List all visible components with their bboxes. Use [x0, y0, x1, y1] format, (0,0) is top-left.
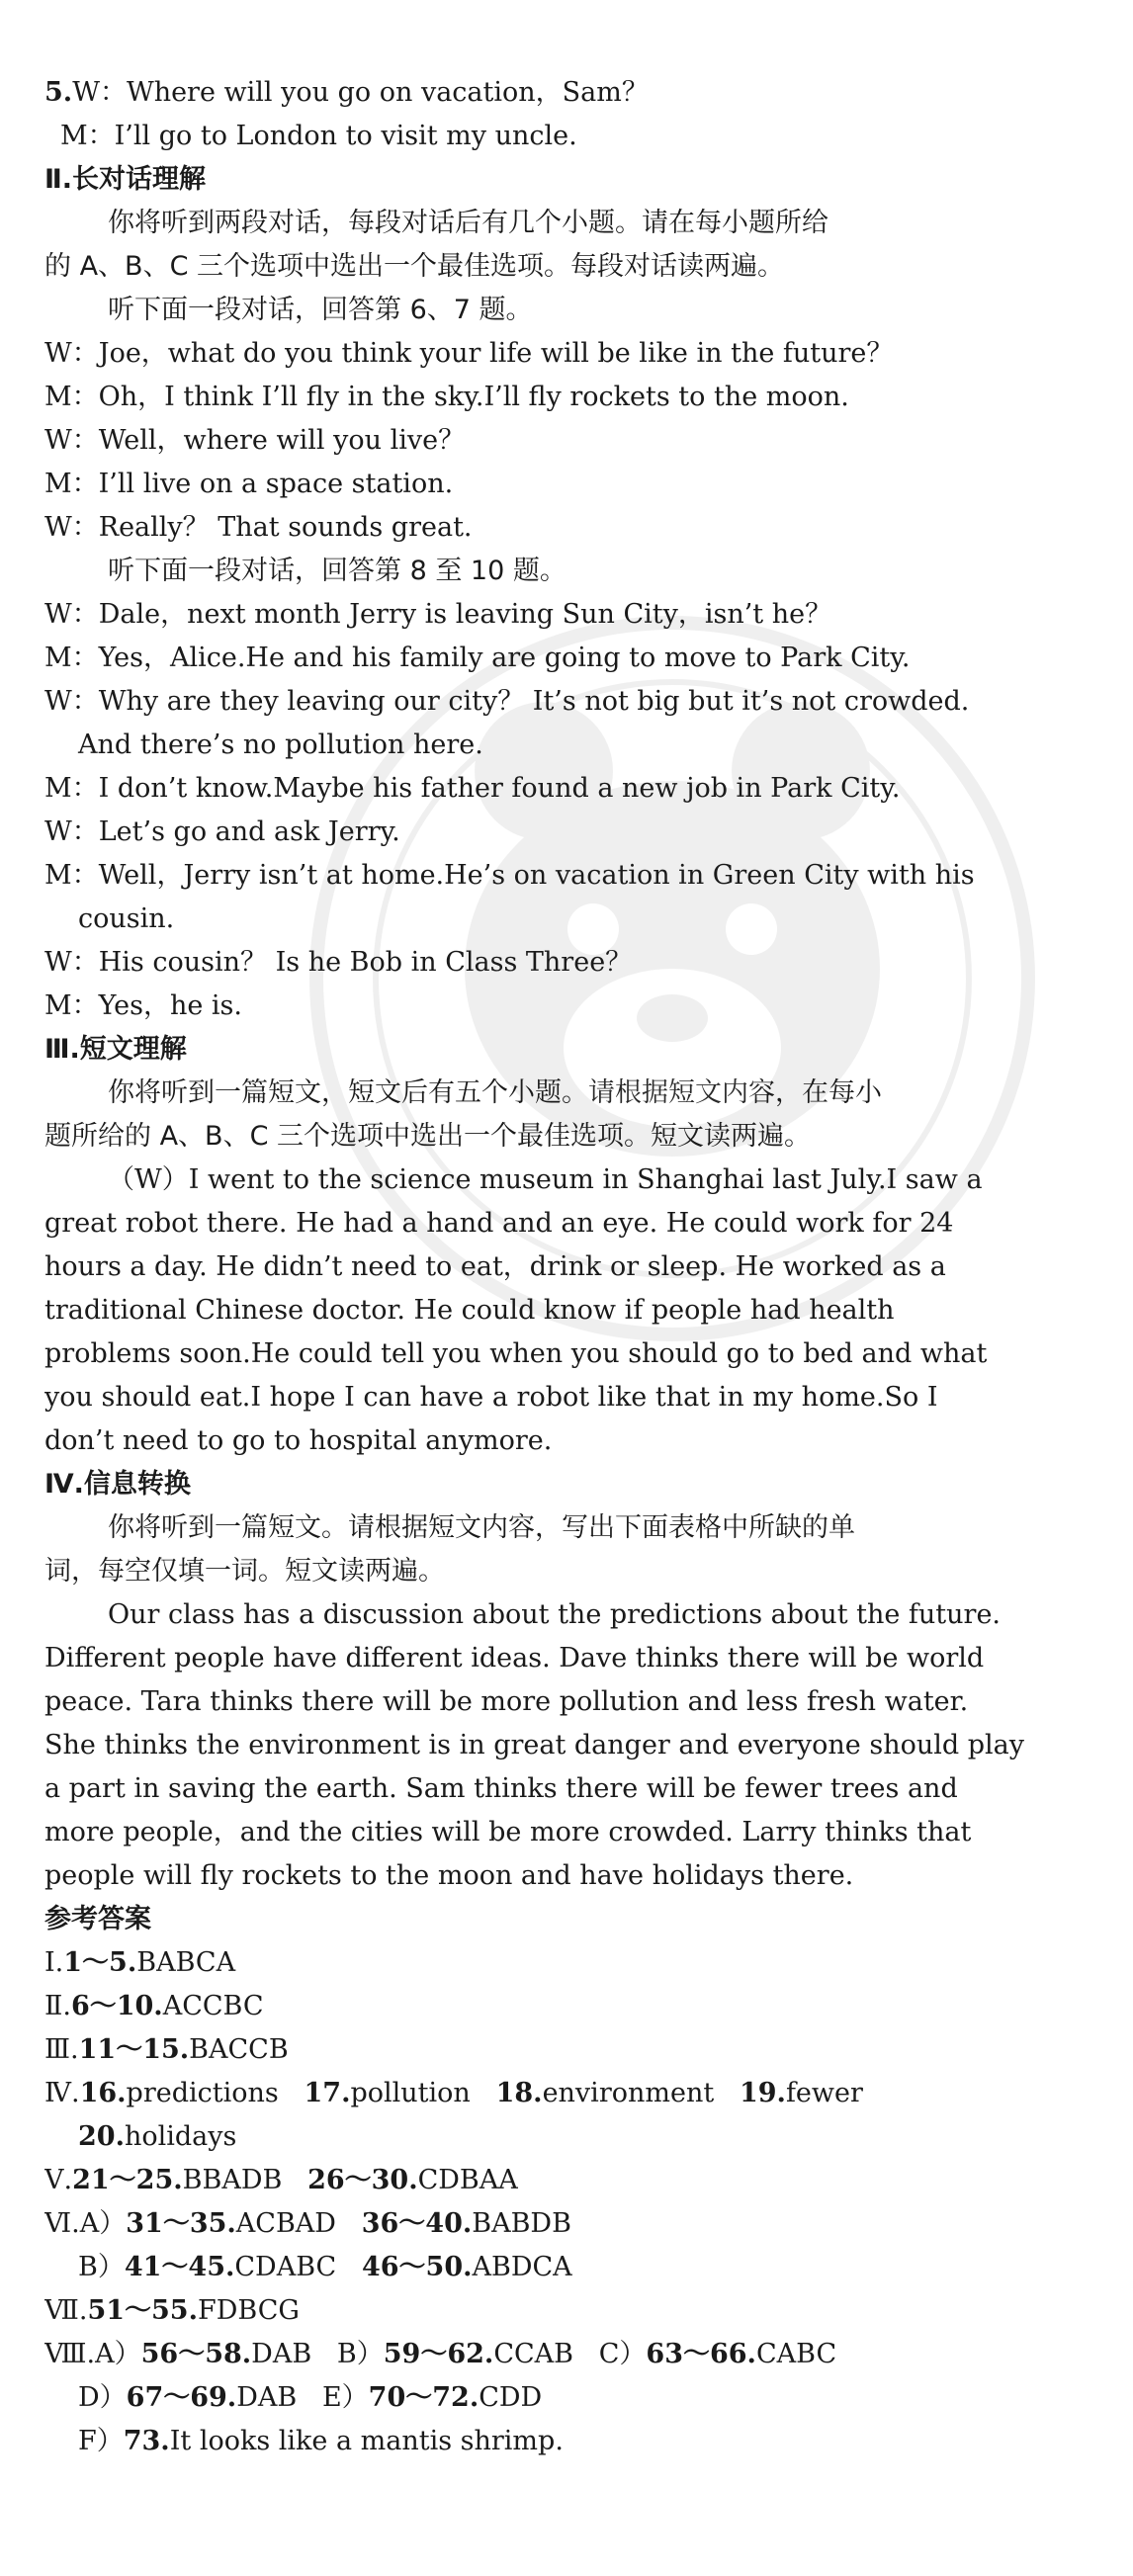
answer-value: ACCBC	[162, 1991, 264, 2021]
answer-range: 59～62.	[383, 2339, 494, 2369]
answer-number: 19.	[739, 2078, 786, 2108]
answer-value: BABDB	[472, 2208, 571, 2239]
section-heading: Ⅳ.信息转换	[44, 1469, 191, 1500]
answer-value: BBADB	[182, 2165, 283, 2195]
dialog-line: W：Really？ That sounds great.	[44, 512, 473, 543]
answer-value: CDABC	[234, 2252, 337, 2282]
answer-value: ABDCA	[472, 2252, 572, 2282]
answer-prefix: Ⅷ.A）	[44, 2339, 141, 2369]
passage-line: more people，and the cities will be more crowded. Larry thinks that	[44, 1817, 972, 1847]
answer-number: 17.	[304, 2078, 351, 2108]
passage-line: a part in saving the earth. Sam thinks there will be fewer trees and	[44, 1773, 958, 1804]
answer-row	[44, 2420, 1093, 2463]
question-number: 5.	[44, 77, 73, 108]
answer-row	[44, 2072, 1093, 2115]
answer-value: BACCB	[189, 2034, 289, 2065]
section-instruction: 题所给的 A、B、C 三个选项中选出一个最佳选项。短文读两遍。	[44, 1121, 812, 1152]
answer-value: pollution	[350, 2078, 471, 2108]
answer-prefix: Ⅶ.	[44, 2295, 88, 2326]
dialog-line: W：Dale，next month Jerry is leaving Sun City，isn’t he？	[44, 599, 832, 630]
answers-heading: 参考答案	[44, 1904, 151, 1934]
answer-value: It looks like a mantis shrimp.	[169, 2426, 564, 2456]
dialog-text: W：Where will you go on vacation，Sam？	[72, 77, 649, 108]
answer-range: 36～40.	[361, 2208, 473, 2239]
answer-value: fewer	[785, 2078, 863, 2108]
passage-line: you should eat.I hope I can have a robot like that in my home.So I	[44, 1382, 938, 1413]
answer-row	[44, 2333, 1093, 2376]
answer-range: 70～72.	[368, 2382, 479, 2413]
dialog-line: M：Well，Jerry isn’t at home.He’s on vacation in Green City with his	[44, 860, 975, 891]
passage-line: people will fly rockets to the moon and have holidays there.	[44, 1860, 854, 1891]
passage-line: Our class has a discussion about the predictions about the future.	[108, 1599, 1002, 1630]
answer-prefix: Ⅳ.	[44, 2078, 80, 2108]
answer-value: predictions	[126, 2078, 279, 2108]
dialog-line: cousin.	[78, 903, 175, 934]
section-heading: Ⅱ.长对话理解	[44, 164, 207, 195]
answer-value: FDBCG	[197, 2295, 300, 2326]
answer-row	[44, 1941, 1093, 1985]
answer-number: 73.	[123, 2426, 170, 2456]
answer-prefix: Ⅵ.A）	[44, 2208, 127, 2239]
answer-value: holidays	[124, 2121, 237, 2152]
dialog-line: W：His cousin？ Is he Bob in Class Three？	[44, 947, 633, 978]
answer-value: CDBAA	[417, 2165, 518, 2195]
answer-value: DAB	[236, 2382, 298, 2413]
answer-row	[44, 2159, 1093, 2202]
passage-line: problems soon.He could tell you when you should go to bed and what	[44, 1338, 988, 1369]
answer-range: 26～30.	[307, 2165, 418, 2195]
answer-row	[44, 2289, 1093, 2333]
answer-range: 51～55.	[87, 2295, 198, 2326]
dialog-intro: 听下面一段对话，回答第 6、7 题。	[108, 295, 533, 325]
dialog-intro: 听下面一段对话，回答第 8 至 10 题。	[108, 556, 566, 586]
passage-line: （W）I went to the science museum in Shanghai last July.I saw a	[108, 1164, 983, 1195]
answer-row	[44, 2028, 1093, 2072]
answer-prefix: B）	[336, 2339, 384, 2369]
answer-row	[44, 2376, 1093, 2420]
answer-prefix: Ⅱ.	[44, 1991, 71, 2021]
dialog-line: M：Oh，I think I’ll fly in the sky.I’ll fly rockets to the moon.	[44, 382, 849, 412]
answer-row	[44, 2115, 1093, 2159]
dialog-line: W：Why are they leaving our city？ It’s not big but it’s not crowded.	[44, 686, 970, 717]
dialog-line: W：Let’s go and ask Jerry.	[44, 816, 400, 847]
answer-prefix: Ⅰ.	[44, 1947, 64, 1978]
answer-value: CABC	[755, 2339, 837, 2369]
answer-value: BABCA	[136, 1947, 236, 1978]
answer-number: 20.	[78, 2121, 125, 2152]
dialog-text: M：I’ll go to London to visit my uncle.	[60, 121, 577, 151]
answer-range: 1～5.	[63, 1947, 137, 1978]
answer-prefix: B）	[78, 2252, 125, 2282]
section-instruction: 词，每空仅填一词。短文读两遍。	[44, 1556, 445, 1587]
answer-number: 16.	[79, 2078, 127, 2108]
passage-line: don’t need to go to hospital anymore.	[44, 1425, 553, 1456]
dialog-line: M：Yes，Alice.He and his family are going to move to Park City.	[44, 643, 911, 673]
answer-range: 63～66.	[646, 2339, 756, 2369]
answer-prefix: Ⅲ.	[44, 2034, 79, 2065]
section-instruction: 你将听到两段对话，每段对话后有几个小题。请在每小题所给	[108, 208, 828, 238]
answer-value: environment	[542, 2078, 715, 2108]
section-heading: Ⅲ.短文理解	[44, 1034, 187, 1065]
dialog-line: M：I don’t know.Maybe his father found a new job in Park City.	[44, 773, 901, 804]
answer-range: 56～58.	[140, 2339, 252, 2369]
answer-range: 31～35.	[126, 2208, 236, 2239]
answer-range: 21～25.	[72, 2165, 183, 2195]
answer-prefix: C）	[598, 2339, 647, 2369]
section-instruction: 的 A、B、C 三个选项中选出一个最佳选项。每段对话读两遍。	[44, 251, 785, 282]
dialog-line	[44, 71, 1093, 115]
answer-value: DAB	[251, 2339, 312, 2369]
answer-prefix: Ⅴ.	[44, 2165, 73, 2195]
answer-row	[44, 2202, 1093, 2246]
dialog-line: M：I’ll live on a space station.	[44, 469, 454, 499]
answer-value: ACBAD	[235, 2208, 336, 2239]
answer-prefix: D）	[78, 2382, 127, 2413]
answer-range: 6～10.	[70, 1991, 163, 2021]
answer-row	[44, 1985, 1093, 2028]
section-instruction: 你将听到一篇短文，短文后有五个小题。请根据短文内容，在每小	[108, 1077, 882, 1108]
dialog-line: M：Yes，he is.	[44, 990, 242, 1021]
passage-line: peace. Tara thinks there will be more pollution and less fresh water.	[44, 1686, 969, 1717]
passage-line: hours a day. He didn’t need to eat，drink or sleep. He worked as a	[44, 1251, 946, 1282]
answer-row	[44, 2246, 1093, 2289]
answer-range: 11～15.	[78, 2034, 190, 2065]
dialog-line	[44, 115, 1093, 158]
answer-prefix: F）	[78, 2426, 124, 2456]
answer-range: 41～45.	[124, 2252, 235, 2282]
dialog-line: And there’s no pollution here.	[78, 730, 483, 760]
dialog-line: W：Well，where will you live？	[44, 425, 466, 456]
answer-number: 18.	[495, 2078, 543, 2108]
passage-line: She thinks the environment is in great danger and everyone should play	[44, 1730, 1025, 1760]
dialog-line: W：Joe，what do you think your life will be like in the future？	[44, 338, 894, 369]
section-instruction: 你将听到一篇短文。请根据短文内容，写出下面表格中所缺的单	[108, 1512, 855, 1543]
answer-value: CDD	[479, 2382, 543, 2413]
passage-line: great robot there. He had a hand and an eye. He could work for 24	[44, 1208, 954, 1239]
answer-value: CCAB	[493, 2339, 573, 2369]
passage-line: Different people have different ideas. Dave thinks there will be world	[44, 1643, 985, 1674]
answer-prefix: E）	[321, 2382, 369, 2413]
answer-range: 46～50.	[361, 2252, 473, 2282]
passage-line: traditional Chinese doctor. He could know if people had health	[44, 1295, 895, 1326]
answer-range: 67～69.	[126, 2382, 237, 2413]
